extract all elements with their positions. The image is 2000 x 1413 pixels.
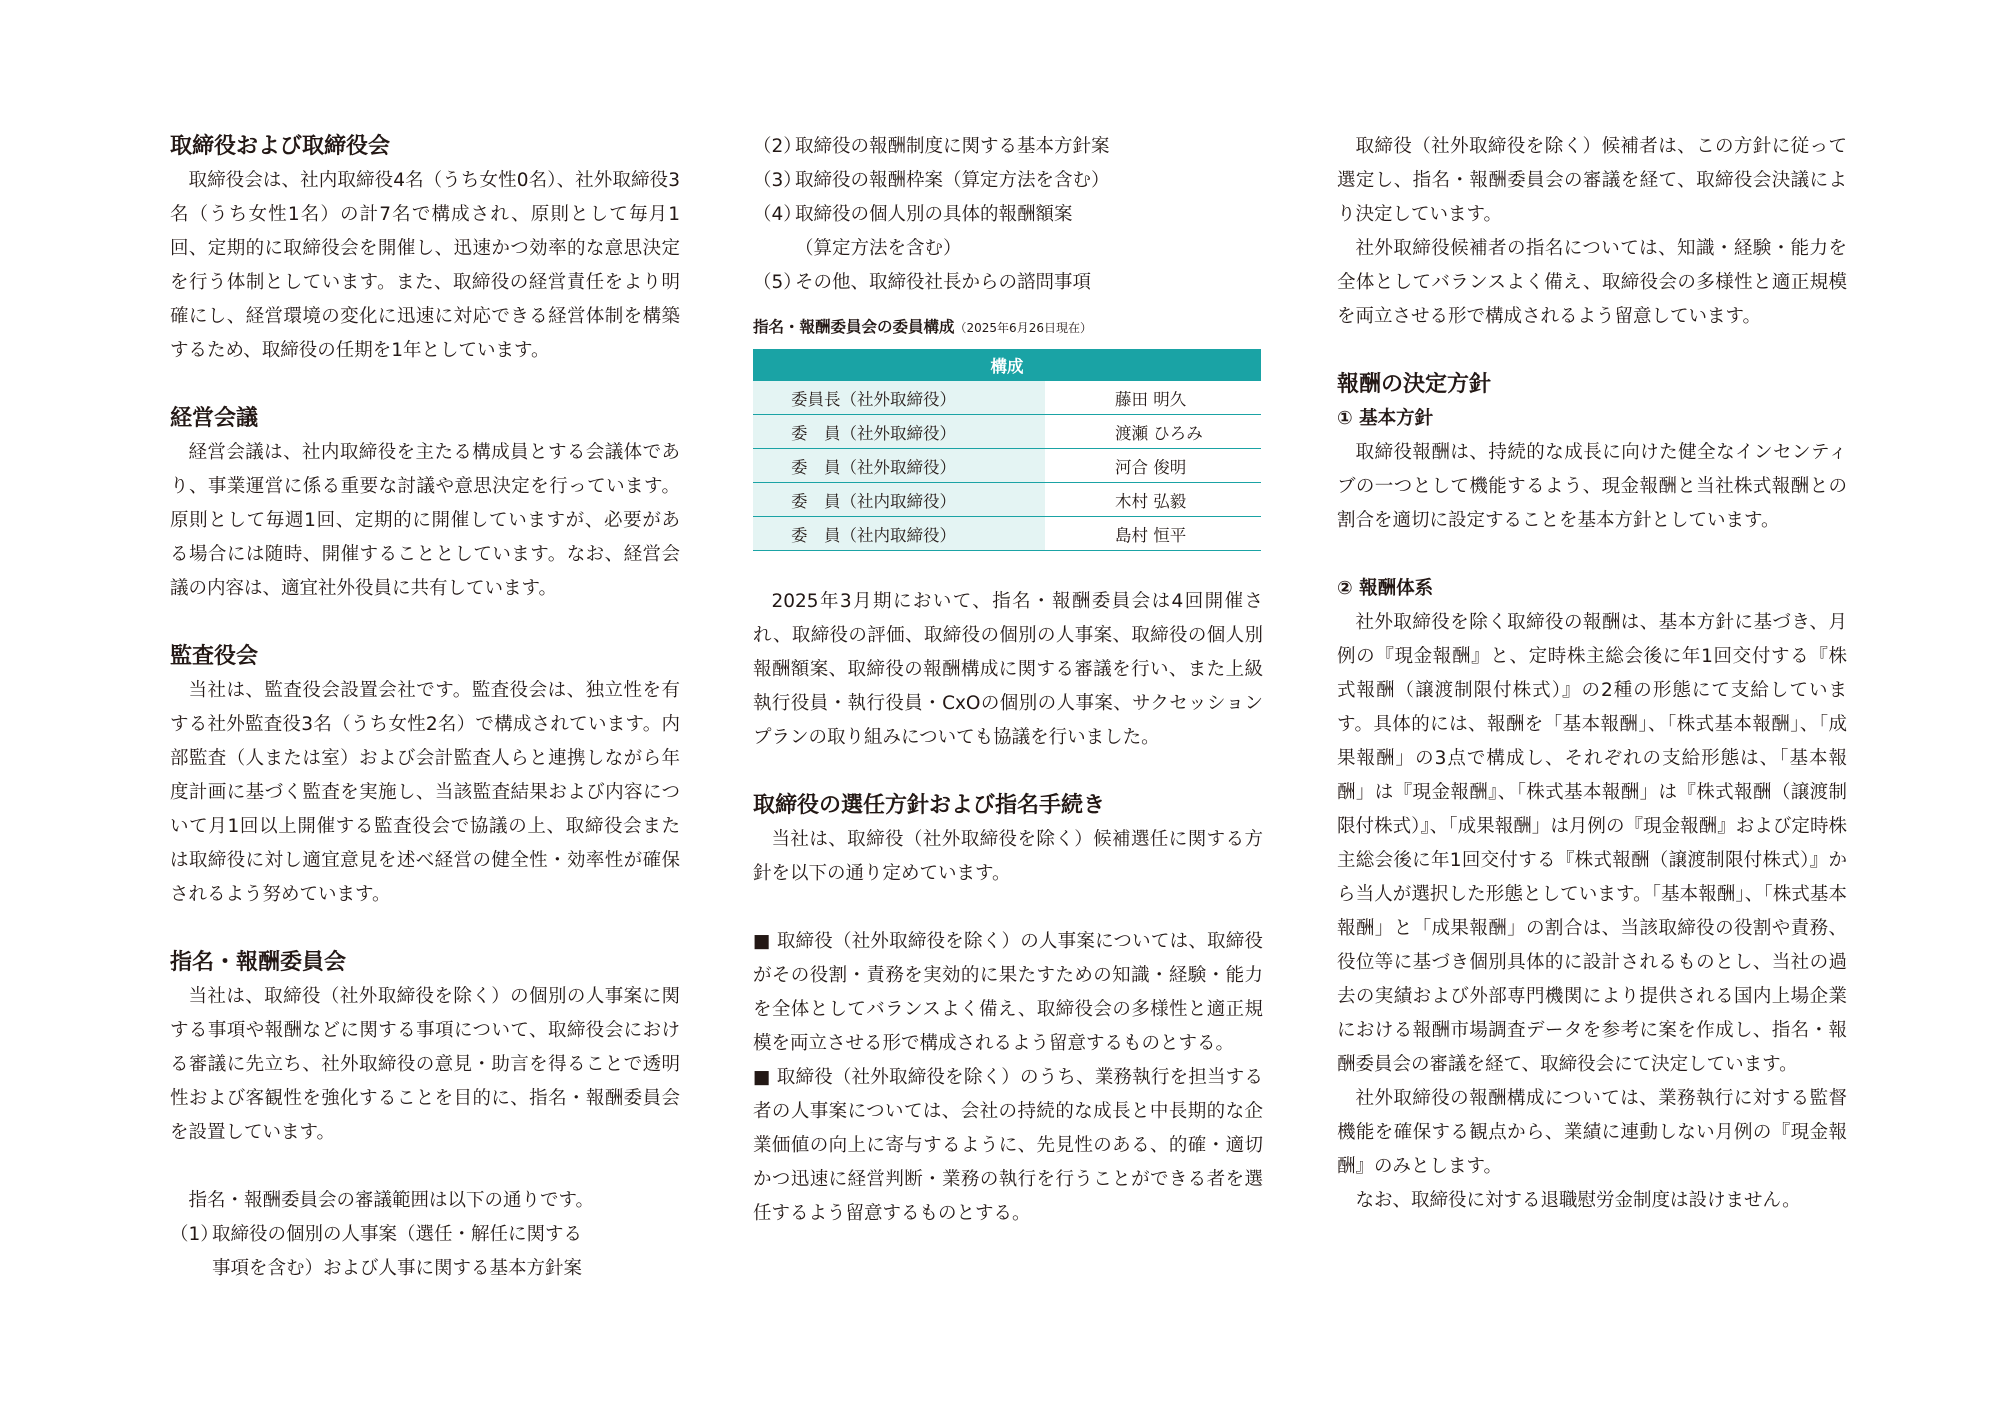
nomination-committee-paragraph: 当社は、取締役（社外取締役を除く）の個別の人事案に関する事項や報酬などに関する事項について、取締役会における審議に先立ち、社外取締役の意見・助言を得ることで透明性および客観性を強化することを目的に、指名・報酬委員会を設置しています。	[170, 986, 680, 1143]
selection-policy-heading: 取締役の選任方針および指名手続き	[753, 793, 1106, 818]
audit-board-heading: 監査役会	[170, 644, 259, 669]
selection-policy-paragraph: 当社は、取締役（社外取締役を除く）候補選任に関する方針を以下の通り定めています。	[753, 829, 1263, 884]
list-text: 取締役の報酬枠案（算定方法を含む）	[795, 170, 1110, 191]
list-text: 取締役の個人別の具体的報酬額案	[795, 204, 1073, 225]
table-row	[753, 483, 1261, 517]
list-text: 取締役の報酬制度に関する基本方針案	[795, 136, 1110, 157]
member-role: 委 員（社内取締役）	[753, 483, 1045, 517]
audit-board-paragraph: 当社は、監査役会設置会社です。監査役会は、独立性を有する社外監査役3名（うち女性2名）で構成されています。内部監査（人または室）および会計監査人らと連携しながら年度計画に基づく監査を実施し、当該監査結果および内容について月1回以上開催する監査役会で協議の上、取締役会または取締役に対し適宜意見を述べ経営の健全性・効率性が確保されるよう努めています。	[170, 680, 680, 905]
remuneration-policy-heading: 報酬の決定方針	[1337, 372, 1492, 397]
list-text-continued: 事項を含む）および人事に関する基本方針案	[212, 1258, 583, 1279]
member-name: 木村 弘毅	[1045, 483, 1261, 517]
bullet-text: 取締役（社外取締役を除く）のうち、業務執行を担当する者の人事案については、会社の持続的な成長と中長期的な企業価値の向上に寄与するように、先見性のある、的確・適切かつ迅速に経営判断・業務の執行を行うことができる者を選任するよう留意するものとする。	[753, 1067, 1263, 1224]
list-text: その他、取締役社長からの諮問事項	[795, 272, 1092, 293]
board-paragraph: 取締役会は、社内取締役4名（うち女性0名）、社外取締役3名（うち女性1名）の計7名で構成され、原則として毎月1回、定期的に取締役会を開催し、迅速かつ効率的な意思決定を行う体制としています。また、取締役の経営責任をより明確にし、経営環境の変化に迅速に対応できる経営体制を構築するため、取締役の任期を1年としています。	[170, 170, 680, 361]
management-meeting-heading: 経営会議	[170, 406, 259, 431]
basic-policy-paragraph: 取締役報酬は、持続的な成長に向けた健全なインセンティブの一つとして機能するよう、現金報酬と当社株式報酬との割合を適切に設定することを基本方針としています。	[1337, 442, 1847, 531]
basic-policy-subheading: ① 基本方針	[1337, 408, 1434, 429]
table-row	[753, 449, 1261, 483]
policy-bullet-1	[753, 925, 1263, 1061]
member-name: 渡瀬 ひろみ	[1045, 415, 1261, 449]
list-item	[753, 266, 1263, 300]
policy-bullet-2	[753, 1061, 1263, 1231]
member-name: 島村 恒平	[1045, 517, 1261, 551]
scope-list-start	[170, 1218, 680, 1286]
fiscal-year-paragraph: 2025年3月期において、指名・報酬委員会は4回開催され、取締役の評価、取締役の個別の人事案、取締役の個人別報酬額案、取締役の報酬構成に関する審議を行い、また上級執行役員・執行役員・CxOの個別の人事案、サクセッションプランの取り組みについても協議を行いました。	[753, 591, 1263, 748]
square-bullet-icon: ■	[753, 1067, 771, 1088]
list-number: （2）	[753, 136, 802, 157]
list-item	[753, 198, 1263, 266]
table-title	[753, 312, 1263, 343]
list-text: 取締役の個別の人事案（選任・解任に関する	[212, 1224, 583, 1245]
committee-members-table	[753, 349, 1261, 551]
square-bullet-icon: ■	[753, 931, 771, 952]
bullet-text: 取締役（社外取締役を除く）の人事案については、取締役がその役割・責務を実効的に果たすための知識・経験・能力を全体としてバランスよく備え、取締役会の多様性と適正規模を両立させる形で構成されるよう留意するものとする。	[753, 931, 1263, 1054]
column-right	[1337, 130, 1847, 1218]
column-middle	[753, 130, 1263, 1231]
remuneration-system-subheading: ② 報酬体系	[1337, 578, 1434, 599]
outside-director-paragraph: 社外取締役候補者の指名については、知識・経験・能力を全体としてバランスよく備え、取締役会の多様性と適正規模を両立させる形で構成されるよう留意しています。	[1337, 238, 1847, 327]
management-meeting-paragraph: 経営会議は、社内取締役を主たる構成員とする会議体であり、事業運営に係る重要な討議や意思決定を行っています。原則として毎週1回、定期的に開催していますが、必要がある場合には随時、開催することとしています。なお、経営会議の内容は、適宜社外役員に共有しています。	[170, 442, 680, 599]
member-name: 藤田 明久	[1045, 381, 1261, 415]
member-role: 委 員（社外取締役）	[753, 449, 1045, 483]
list-number: （4）	[753, 204, 802, 225]
list-item	[753, 164, 1263, 198]
table-row	[753, 415, 1261, 449]
scope-intro: 指名・報酬委員会の審議範囲は以下の通りです。	[188, 1190, 595, 1211]
outside-remuneration-paragraph: 社外取締役の報酬構成については、業務執行に対する監督機能を確保する観点から、業績に連動しない月例の『現金報酬』のみとします。	[1337, 1088, 1847, 1177]
remuneration-system-paragraph: 社外取締役を除く取締役の報酬は、基本方針に基づき、月例の『現金報酬』と、定時株主総会後に年1回交付する『株式報酬（譲渡制限付株式）』の2種の形態にて支給しています。具体的には、報酬を「基本報酬」、「株式基本報酬」、「成果報酬」の3点で構成し、それぞれの支給形態は、「基本報酬」は『現金報酬』、「株式基本報酬」は『株式報酬（譲渡制限付株式）』、「成果報酬」は月例の『現金報酬』および定時株主総会後に年1回交付する『株式報酬（譲渡制限付株式）』から当人が選択した形態としています。「基本報酬」、「株式基本報酬」と「成果報酬」の割合は、当該取締役の役割や責務、役位等に基づき個別具体的に設計されるものとし、当社の過去の実績および外部専門機関により提供される国内上場企業における報酬市場調査データを参考に案を作成し、指名・報酬委員会の審議を経て、取締役会にて決定しています。	[1337, 612, 1847, 1075]
table-row	[753, 381, 1261, 415]
list-text-continued: （算定方法を含む）	[795, 238, 962, 259]
member-name: 河合 俊明	[1045, 449, 1261, 483]
list-number: （1）	[170, 1224, 219, 1245]
board-heading: 取締役および取締役会	[170, 134, 391, 159]
scope-list-continued	[753, 130, 1263, 300]
member-role: 委 員（社内取締役）	[753, 517, 1045, 551]
table-title-text: 指名・報酬委員会の委員構成	[753, 318, 955, 336]
table-header: 構成	[753, 349, 1261, 381]
list-item	[753, 130, 1263, 164]
list-item	[170, 1218, 680, 1286]
member-role: 委員長（社外取締役）	[753, 381, 1045, 415]
table-date: （2025年6月26日現在）	[954, 321, 1092, 335]
table-row	[753, 517, 1261, 551]
retirement-paragraph: なお、取締役に対する退職慰労金制度は設けません。	[1355, 1190, 1801, 1211]
candidate-paragraph: 取締役（社外取締役を除く）候補者は、この方針に従って選定し、指名・報酬委員会の審議を経て、取締役会決議により決定しています。	[1337, 136, 1847, 225]
nomination-committee-heading: 指名・報酬委員会	[170, 950, 347, 975]
list-number: （3）	[753, 170, 802, 191]
member-role: 委 員（社外取締役）	[753, 415, 1045, 449]
column-left	[170, 130, 680, 1286]
list-number: （5）	[753, 272, 802, 293]
